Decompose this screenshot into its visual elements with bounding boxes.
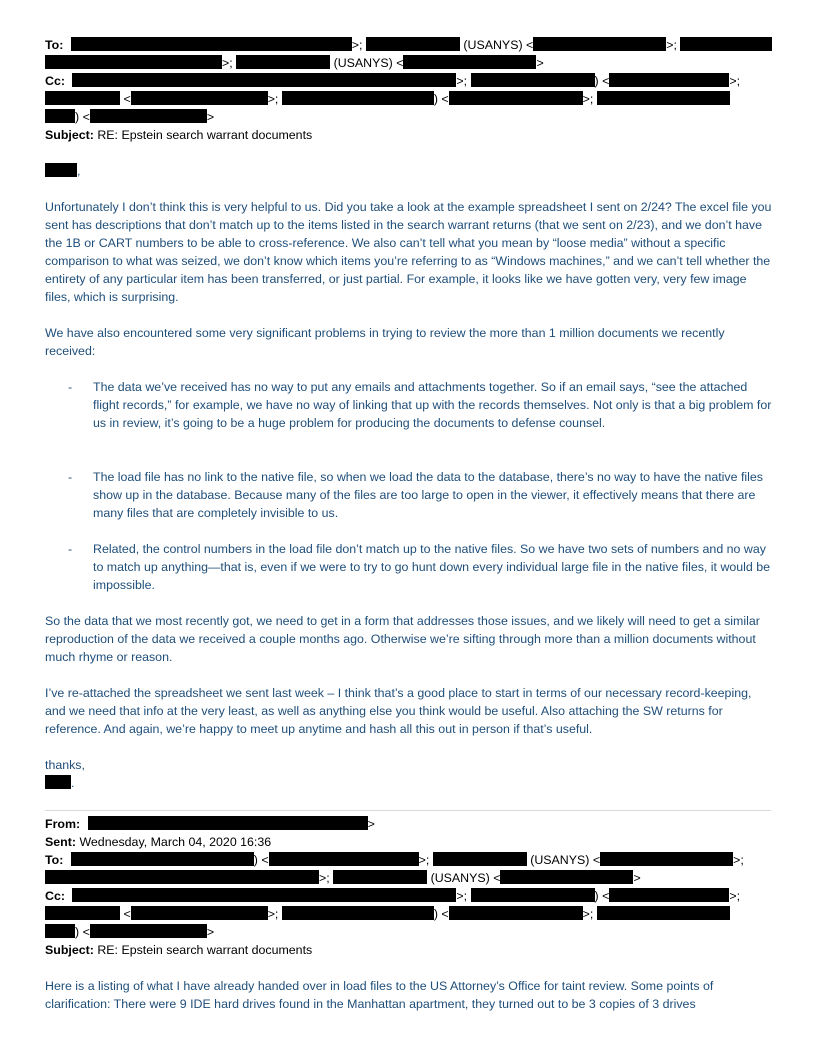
redaction — [449, 91, 583, 105]
reply-cc-line: Cc: >; ) < >; — [45, 74, 741, 88]
original-sent-line — [45, 833, 773, 851]
usanys-label: (USANYS) < — [463, 38, 534, 52]
redaction — [45, 109, 75, 123]
redaction — [88, 816, 368, 830]
to-label: To: — [45, 853, 64, 867]
original-paragraph: Here is a listing of what I have already handed over in load files to the US Attorney’s Office for taint review. Some points of clarification: There were 9 IDE hard drives found in the Manhattan apartment, they turned out to be 3 copies of 3 drives — [45, 979, 714, 1011]
reply-cc-line-cont: < >; ) < >; — [45, 90, 773, 108]
sent-label: Sent: — [45, 835, 76, 849]
redaction — [45, 924, 75, 938]
redaction — [609, 73, 729, 87]
reply-paragraph: So the data that we most recently got, we need to get in a form that addresses those issues, and we likely will need to get a similar reproduction of the data we received a couple months ago. Otherwise we’re sifting through more than a million documents without much rhyme or reason. — [45, 614, 760, 664]
redaction — [45, 55, 222, 69]
reply-paragraph: We have also encountered some very significant problems in trying to review the more than 1 million documents we recently received: — [45, 326, 725, 358]
redaction — [71, 852, 254, 866]
redaction — [71, 37, 352, 51]
redaction — [500, 870, 633, 884]
reply-subject-line — [45, 126, 773, 144]
to-label: To: — [45, 38, 64, 52]
redaction — [131, 906, 268, 920]
sent-date: Wednesday, March 04, 2020 16:36 — [79, 835, 272, 849]
subject-text: RE: Epstein search warrant documents — [97, 128, 313, 142]
original-subject-line — [45, 941, 773, 959]
subject-text: RE: Epstein search warrant documents — [97, 943, 313, 957]
original-to-line-cont: >; (USANYS) < > — [45, 869, 773, 887]
reply-cc-line-cont2: ) < > — [45, 108, 773, 126]
redaction — [131, 91, 268, 105]
usanys-label: (USANYS) < — [430, 871, 501, 885]
reply-paragraph: I’ve re-attached the spreadsheet we sent last week – I think that’s a good place to start in terms of our necessary record-keeping, and we need that info at the very least, as well as anything else you think would be useful. Also attaching the SW returns for reference. And again, we’re happy to meet up anytime and hash all this out in person if that’s useful. — [45, 686, 752, 736]
redaction — [366, 37, 460, 51]
redaction — [45, 906, 120, 920]
redaction — [72, 888, 456, 902]
redaction — [45, 163, 77, 177]
original-cc-line-cont: < >; ) < >; — [45, 905, 773, 923]
redaction — [609, 888, 729, 902]
cc-label: Cc: — [45, 889, 65, 903]
redaction — [45, 870, 319, 884]
redaction — [471, 888, 595, 902]
reply-to-line: To: >; (USANYS) < >; — [45, 36, 773, 54]
bullet-text: The load file has no link to the native file, so when we load the data to the database, there’s no way to have the native files show up in the database. Because many of the files are too large to open in the viewer, it effectively means that there are many files that are completely invisible to us. — [93, 470, 763, 520]
reply-paragraph: Unfortunately I don’t think this is very helpful to us. Did you take a look at the example spreadsheet I sent on 2/24? The excel file you sent has descriptions that don’t match up to the items listed in the search warrant returns (that we sent on 2/23), and we don’t have the 1B or CART numbers to be able to cross-reference. We also can’t tell what you mean by “loose media” without a specific comparison to what was seized, we don’t know which items you’re referring to as “Windows machines,” and we can’t tell whether the entirety of any particular item has been transferred, or just partial. For example, it looks like we have gotten very, very few image files, which is surprising. — [45, 200, 772, 304]
signoff: thanks, — [45, 758, 85, 772]
usanys-label: (USANYS) < — [333, 56, 404, 70]
original-from-line: From: > — [45, 817, 375, 831]
redaction — [449, 906, 583, 920]
redaction — [282, 906, 434, 920]
redaction — [45, 775, 71, 789]
reply-to-line-cont: >; (USANYS) < > — [45, 54, 773, 72]
original-cc-line-cont2: ) < > — [45, 923, 773, 941]
redaction — [236, 55, 330, 69]
redaction — [269, 852, 419, 866]
original-cc-line: Cc: >; ) < >; — [45, 889, 741, 903]
cc-label: Cc: — [45, 74, 65, 88]
redaction — [282, 91, 434, 105]
redaction — [471, 73, 595, 87]
original-to-line: To: ) < >; (USANYS) < >; — [45, 853, 744, 867]
redaction — [72, 73, 456, 87]
redaction — [90, 109, 207, 123]
redaction — [597, 906, 730, 920]
bullet-text: The data we’ve received has no way to put any emails and attachments together. So if an email says, “see the attached flight records,” for example, we have no way of linking that up with the records themselves. Not only is that a big problem for us in review, it’s going to be a huge problem for producing the documents to defense counsel. — [93, 380, 772, 430]
usanys-label: (USANYS) < — [530, 853, 601, 867]
redaction — [680, 37, 772, 51]
signature: . — [45, 774, 773, 792]
subject-label: Subject: — [45, 943, 94, 957]
redaction — [403, 55, 536, 69]
separator — [45, 810, 771, 811]
from-label: From: — [45, 817, 81, 831]
redaction — [90, 924, 207, 938]
redaction — [597, 91, 730, 105]
redaction — [45, 91, 120, 105]
bullet-text: Related, the control numbers in the load file don’t match up to the native files. So we have two sets of numbers and no way to match up anything—that is, even if we were to try to go hunt down every individual large file in the native files, it would be impossible. — [93, 542, 771, 592]
redaction — [600, 852, 733, 866]
email-document: To: >; (USANYS) < >; >; (USANYS) < > Cc: >; ) < >; < >; ) < >; ) < > Subject: RE: Epstein search warrant documents , Unfortunately I don’t think this is very helpful to us. Did you take a look at the example spreadsheet I sent on 2/24? The excel file you sent has descriptions that don’t match up to the items listed in the search warrant returns (that we sent on 2/23), and we don’t have the 1B or CART numbers to be able to cross-reference. We also can’t tell what you mean by “loose media” without a specific comparison to what was seized, we don’t know which items you’re referring to as “Windows machines,” and we can’t tell whether the entirety of any particular item has been transferred, or just partial. For example, it looks like we have gotten very, very few image files, which is surprising. We have also encountered some very significant problems in trying to review the more than 1 million documents we recently received: - The data we’ve received has no way to put any emails and attachments together. So if an email says, “see the attached flight records,” for example, we have no way of linking that up with the records themselves. Not only is that a big problem for us in review, it’s going to be a huge problem for producing the documents to defense counsel. - The load file has no link to the native file, so when we load the data to the database, there’s no way to have the native files show up in the database. Because many of the files are too large to open in the viewer, it effectively means that there are many files that are completely invisible to us. - Related, the control numbers in the load file don’t match up to the native files. So we have two sets of numbers and no way to match up anything—that is, even if we were to try to go hunt down every individual large file in the native files, it would be impossible. So the data that we most recently got, we need to get in a form that addresses those issues, and we likely will need to get a similar reproduction of the data we received a couple months ago. Otherwise we’re sifting through more than a million documents without much rhyme or reason. I’ve re-attached the spreadsheet we sent last week – I think that’s a good place to start in terms of our necessary record-keeping, and we need that info at the very least, as well as anything else you think would be useful. Also attaching the SW returns for reference. And again, we’re happy to meet up anytime and hash all this out in person if that’s useful. thanks, . From: > Sent: Wednesday, March 04, 2020 16:36 To: ) < >; (USANYS) < >; >; (USANYS) < > Cc: >; ) < >; < >; ) < >; ) < > Subject: RE: Epstein search warrant documents Here is a listing of what I have already handed over in load files to the US Attorney’s Office for taint review. Some points of clarification: There were 9 IDE hard drives found in the Manhattan apartment, they turned out to be 3 copies of 3 drives — [45, 38, 772, 1011]
greeting: , — [45, 162, 773, 180]
redaction — [533, 37, 666, 51]
redaction — [433, 852, 527, 866]
subject-label: Subject: — [45, 128, 94, 142]
redaction — [333, 870, 427, 884]
